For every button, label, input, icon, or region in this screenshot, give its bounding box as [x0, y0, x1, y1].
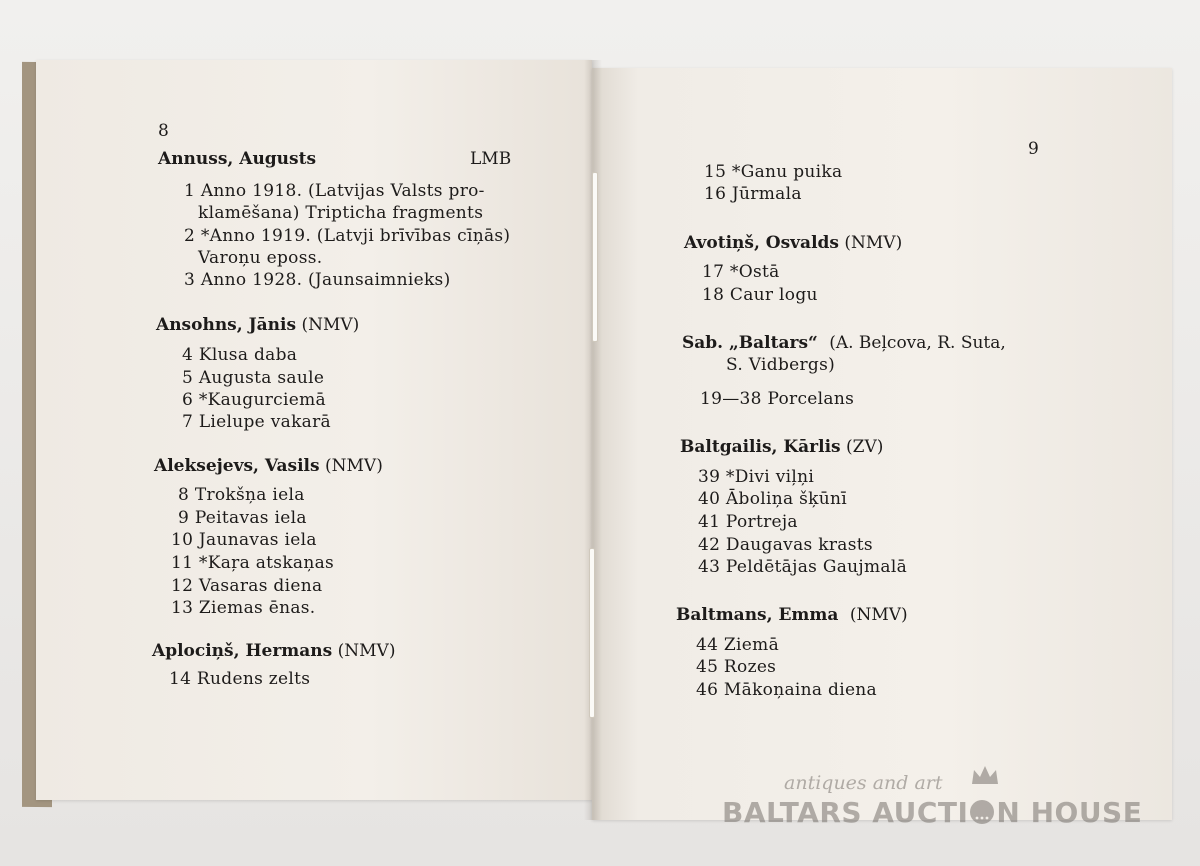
collection-tag: (NMV) — [325, 456, 383, 476]
artist-name: Aplociņš, Hermans — [152, 641, 333, 661]
collection-tag: (ZV) — [846, 437, 884, 457]
catalog-item: 10 Jaunavas iela — [171, 530, 317, 550]
artist-heading — [680, 437, 883, 457]
catalog-item: 41 Portreja — [698, 512, 798, 532]
collection-tag: (A. Beļcova, R. Suta, — [829, 333, 1006, 353]
artist-heading — [676, 605, 908, 625]
artist-heading — [154, 456, 383, 476]
catalog-item: 4 Klusa daba — [182, 345, 298, 365]
artist-heading — [682, 333, 1006, 353]
artist-name: Aleksejevs, Vasils — [154, 456, 320, 476]
catalog-item: klamēšana) Tripticha fragments — [198, 203, 484, 223]
catalog-item: 15 *Ganu puika — [704, 162, 843, 182]
artist-name: Baltmans, Emma — [676, 605, 839, 625]
binding-thread — [589, 548, 595, 718]
catalog-item: 44 Ziemā — [696, 635, 780, 655]
catalog-item: 39 *Divi viļņi — [698, 467, 815, 487]
artist-heading — [156, 315, 359, 335]
catalog-item: 42 Daugavas krasts — [698, 535, 873, 555]
catalog-item: 14 Rudens zelts — [169, 669, 311, 689]
watermark-brand — [722, 796, 1142, 829]
catalog-item: 13 Ziemas ēnas. — [171, 598, 316, 618]
collection-tag: (NMV) — [844, 233, 903, 253]
catalog-item: 9 Peitavas iela — [178, 508, 307, 528]
catalog-item: 2 *Anno 1919. (Latvji brīvības cīņās) — [184, 226, 511, 246]
artist-heading — [684, 233, 902, 253]
watermark-brand-part2: N HOUSE — [996, 796, 1143, 829]
catalog-item: 17 *Ostā — [702, 262, 780, 282]
watermark-tagline: antiques and art — [784, 772, 943, 794]
catalog-item: 8 Trokšņa iela — [178, 485, 305, 505]
catalog-item: 12 Vasaras diena — [171, 576, 323, 596]
artist-name: Ansohns, Jānis — [156, 315, 297, 335]
catalog-item: 19—38 Porcelans — [700, 389, 855, 409]
artist-name: Annuss, Augusts — [158, 149, 317, 169]
collection-tag: LMB — [470, 149, 512, 169]
artist-name: Baltgailis, Kārlis — [680, 437, 841, 457]
page-number: 9 — [1028, 139, 1039, 159]
auction-house-watermark — [722, 772, 1143, 842]
gavel-circle-icon — [969, 799, 995, 825]
catalog-item: 7 Lielupe vakarā — [182, 412, 331, 432]
artist-name: Sab. „Baltars“ — [682, 333, 818, 353]
catalog-item: Varoņu eposs. — [198, 248, 323, 268]
collection-tag: (NMV) — [849, 605, 908, 625]
page-number: 8 — [158, 121, 169, 141]
watermark-brand-part1: BALTARS AUCTI — [722, 796, 969, 829]
catalog-item: 1 Anno 1918. (Latvijas Valsts pro- — [184, 181, 485, 201]
artist-heading — [152, 641, 395, 661]
binding-thread — [592, 172, 598, 342]
catalog-item: 3 Anno 1928. (Jaunsaimnieks) — [184, 270, 451, 290]
crown-icon — [970, 764, 1000, 786]
artist-name: Avotiņš, Osvalds — [684, 233, 839, 253]
collection-tag: (NMV) — [301, 315, 360, 335]
catalog-item: 40 Āboliņa šķūnī — [698, 489, 847, 509]
collection-tag-continued: S. Vidbergs) — [726, 355, 836, 375]
collection-tag: (NMV) — [337, 641, 396, 661]
catalog-item: 18 Caur logu — [702, 285, 818, 305]
catalog-item: 43 Peldētājas Gaujmalā — [698, 557, 908, 577]
catalog-item: 11 *Kaŗa atskaņas — [171, 553, 335, 573]
catalog-item: 6 *Kaugurciemā — [182, 390, 326, 410]
artist-heading — [158, 149, 316, 169]
catalog-item: 16 Jūrmala — [704, 184, 802, 204]
catalog-item: 5 Augusta saule — [182, 368, 325, 388]
catalog-item: 46 Mākoņaina diena — [696, 680, 877, 700]
catalog-item: 45 Rozes — [696, 657, 777, 677]
